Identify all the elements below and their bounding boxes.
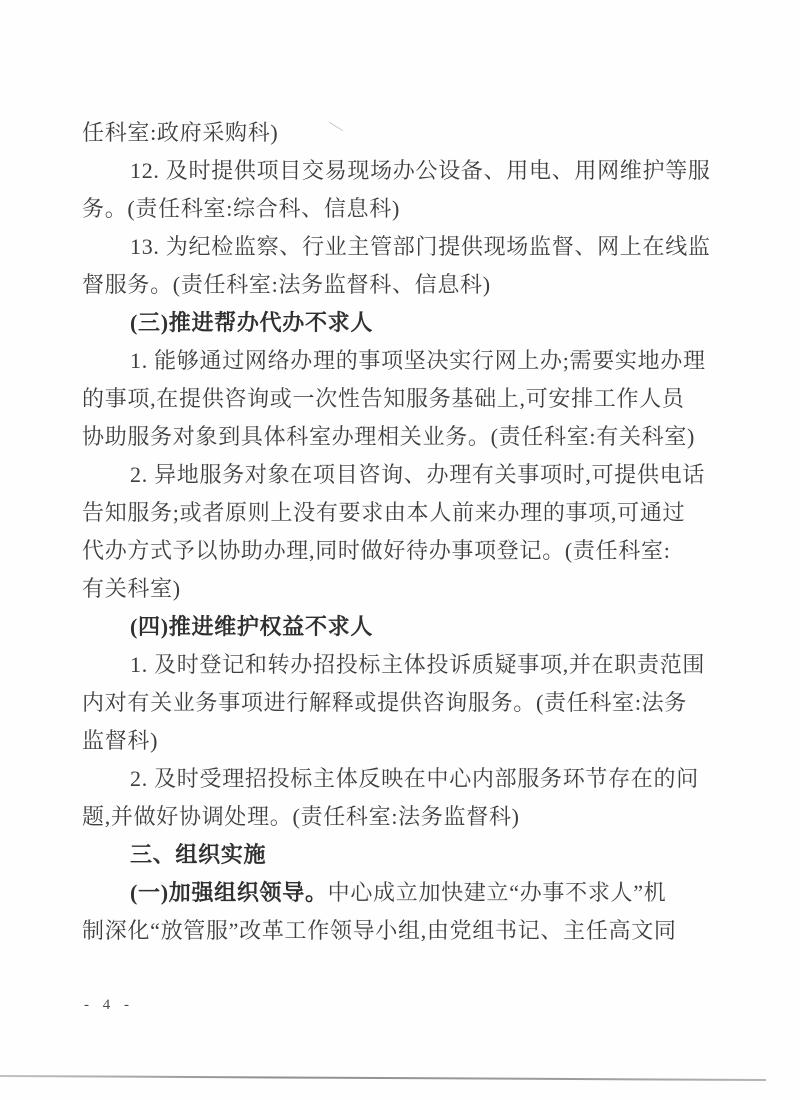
text-line xyxy=(82,646,742,684)
line-text: 内对有关业务事项进行解释或提供咨询服务。(责任科室:法务 xyxy=(82,690,688,715)
document-body xyxy=(82,114,742,950)
line-text: 13. 为纪检监察、行业主管部门提供现场监督、网上在线监 xyxy=(130,234,711,259)
page-number: - 4 - xyxy=(84,997,134,1013)
text-line xyxy=(82,456,742,494)
line-bold-text: (一)加强组织领导。 xyxy=(130,880,328,905)
text-line xyxy=(82,266,742,304)
scan-artifact-line xyxy=(0,1075,766,1081)
line-text: 任科室:政府采购科) xyxy=(82,120,279,145)
line-text: 的事项,在提供咨询或一次性告知服务基础上,可安排工作人员 xyxy=(82,386,685,411)
line-text: 制深化“放管服”改革工作领导小组,由党组书记、主任高文同 xyxy=(82,918,677,943)
text-line xyxy=(82,760,742,798)
text-line xyxy=(82,114,742,152)
line-text: 监督科) xyxy=(82,728,159,753)
text-line xyxy=(82,684,742,722)
line-text: (四)推进维护权益不求人 xyxy=(130,614,374,639)
line-text: 协助服务对象到具体科室办理相关业务。(责任科室:有关科室) xyxy=(82,424,696,449)
text-line xyxy=(82,608,742,646)
text-line xyxy=(82,570,742,608)
text-line xyxy=(82,190,742,228)
line-text: 1. 能够通过网络办理的事项坚决实行网上办;需要实地办理 xyxy=(130,348,706,373)
text-line xyxy=(82,304,742,342)
line-text: (三)推进帮办代办不求人 xyxy=(130,310,374,335)
line-text: 1. 及时登记和转办招投标主体投诉质疑事项,并在职责范围 xyxy=(130,652,706,677)
text-line xyxy=(82,798,742,836)
line-text: 2. 异地服务对象在项目咨询、办理有关事项时,可提供电话 xyxy=(130,462,706,487)
line-text: 2. 及时受理招投标主体反映在中心内部服务环节存在的问 xyxy=(130,766,699,791)
line-text: 中心成立加快建立“办事不求人”机 xyxy=(327,880,667,905)
text-line xyxy=(82,722,742,760)
line-text: 有关科室) xyxy=(82,576,181,601)
text-line xyxy=(82,494,742,532)
text-line xyxy=(82,228,742,266)
text-line xyxy=(82,342,742,380)
line-text: 12. 及时提供项目交易现场办公设备、用电、用网维护等服 xyxy=(130,158,711,183)
line-text: 告知服务;或者原则上没有要求由本人前来办理的事项,可通过 xyxy=(82,500,686,525)
line-text: 代办方式予以协助办理,同时做好待办事项登记。(责任科室: xyxy=(82,538,671,563)
text-line xyxy=(82,418,742,456)
text-line xyxy=(82,532,742,570)
text-line xyxy=(82,152,742,190)
line-text: 督服务。(责任科室:法务监督科、信息科) xyxy=(82,272,491,297)
line-text: 三、组织实施 xyxy=(130,842,267,867)
text-line xyxy=(82,874,742,912)
line-text: 务。(责任科室:综合科、信息科) xyxy=(82,196,400,221)
text-line xyxy=(82,836,742,874)
text-line xyxy=(82,380,742,418)
line-text: 题,并做好协调处理。(责任科室:法务监督科) xyxy=(82,804,520,829)
text-line xyxy=(82,912,742,950)
